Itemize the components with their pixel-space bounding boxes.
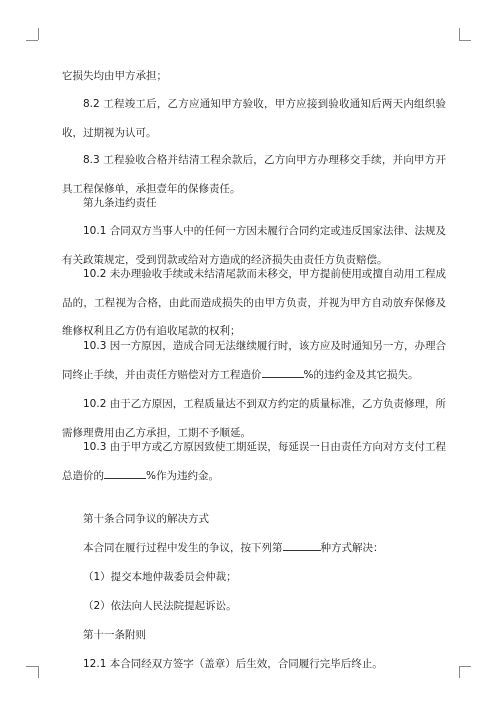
paragraph-10-2-quality: 10.2 由于乙方原因，工程质量达不到双方约定的质量标准，乙方负责修理，所需修理费用由乙方承担，工期不予顺延。 [62,398,446,439]
crop-mark-bottom-left-h [26,666,38,667]
heading-article-9: 第九条违约责任 [83,197,157,209]
blank-fill-line [262,365,304,378]
paragraph-10-2-acceptance: 10.2 未办理验收手续或未结清尾款而未移交，甲方提前使用或擅自动用工程成品的，工程视为合格，由此而造成损失的由甲方负责，并视为甲方自动放弃保修及维修权利且乙方仍有追收尾款的权利； [62,268,446,337]
crop-mark-top-right-v [459,28,460,40]
paragraph-text-before: 10.3 由于甲方或乙方原因致使工期延误，每延误一日由责任方向对方支付工程总造价的 [62,441,446,482]
blank-fill-line [283,538,321,551]
crop-mark-top-left-h [26,40,38,41]
list-item-litigation: （2）依法向人民法院提起诉讼。 [83,600,237,612]
paragraph-8-2: 8.2 工程竣工后，乙方应通知甲方验收，甲方应接到验收通知后两天内组织验收，过期视为认可。 [62,98,446,139]
crop-mark-bottom-right-h [459,666,471,667]
paragraph-text-before: 本合同在履行过程中发生的争议，按下列第 [83,542,283,554]
paragraph-10-1: 10.1 合同双方当事人中的任何一方因未履行合同约定或违反国家法律、法规及有关政策规定，受到罚款或给对方造成的经济损失由责任方负责赔偿。 [62,225,446,266]
crop-mark-top-right-h [459,40,471,41]
heading-article-10: 第十条合同争议的解决方式 [83,513,209,525]
paragraph-8-3: 8.3 工程验收合格并结清工程余款后，乙方向甲方办理移交手续，并向甲方开具工程保修单，承担壹年的保修责任。 [62,154,446,195]
paragraph-dispute [62,534,446,563]
paragraph-10-3-delay [62,433,446,490]
heading-article-11: 第十一条附则 [83,629,146,641]
paragraph-12-1: 12.1 本合同经双方签字（盖章）后生效，合同履行完毕后终止。 [83,658,383,670]
paragraph-text-after: %的违约金及其它损失。 [303,368,419,381]
list-item-arbitration: （1）提交本地仲裁委员会仲裁； [83,571,237,583]
paragraph-text-before: 10.3 因一方原因，造成合同无法继续履行时，该方应及时通知另一方，办理合同终止手续，并由责任方赔偿对方工程造价 [62,340,446,381]
paragraph-text-after: %作为违约金。 [146,469,219,482]
paragraph-text-after: 种方式解决： [320,542,384,554]
crop-mark-bottom-right-v [459,666,460,678]
blank-fill-line [104,466,146,479]
crop-mark-top-left-v [38,28,39,40]
paragraph-10-3-termination [62,332,446,389]
paragraph-loss-clause: 它损失均由甲方承担； [62,70,167,82]
crop-mark-bottom-left-v [38,666,39,678]
